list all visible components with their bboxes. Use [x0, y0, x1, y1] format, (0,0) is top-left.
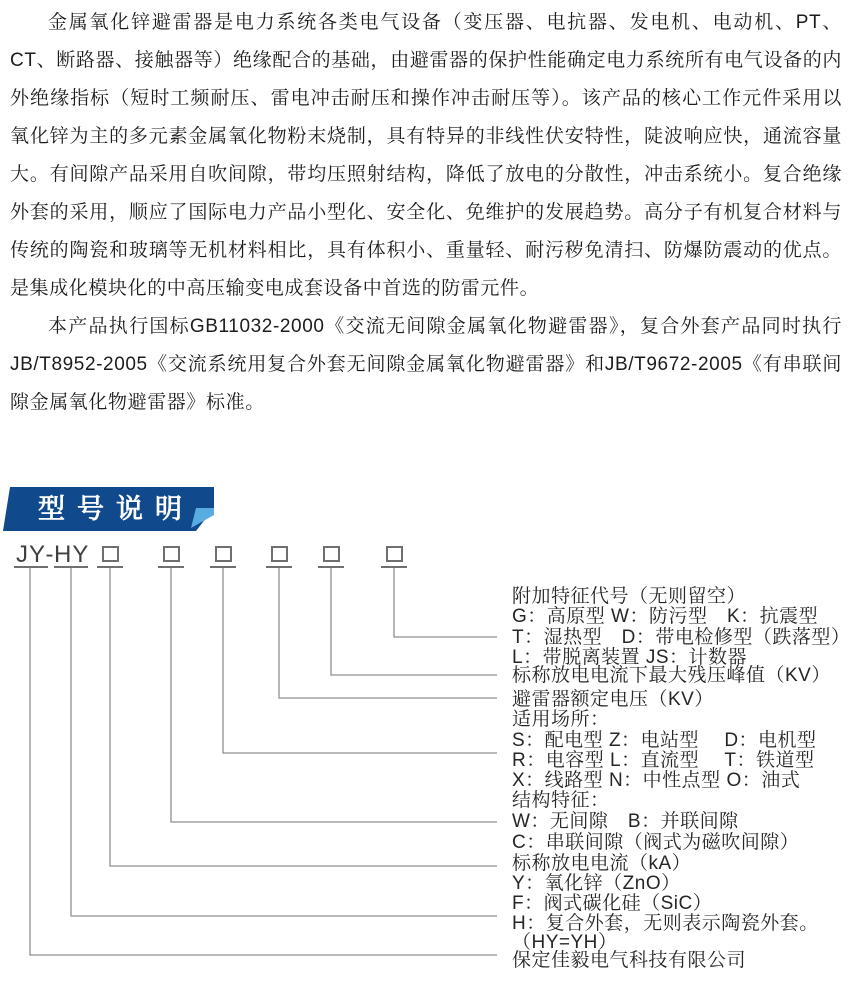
- legend-row: T：湿热型 D：带电检修型（跌落型）: [512, 627, 850, 648]
- legend-row: Y：氧化锌（ZnO）: [512, 873, 681, 894]
- legend-row: 保定佳毅电气科技有限公司: [512, 950, 747, 971]
- legend-row: 适用场所：: [512, 709, 610, 730]
- legend-row: W：无间隙 B：并联间隙: [512, 811, 739, 832]
- legend-row: C：串联间隙（阀式为磁吹间隙）: [512, 832, 800, 853]
- section-title: 型号说明: [38, 494, 194, 524]
- legend-row: （HY=YH）: [512, 932, 618, 953]
- legend-row: F：阀式碳化硅（SiC）: [512, 893, 713, 914]
- legend-row: H：复合外套，无则表示陶瓷外套。: [512, 913, 819, 934]
- connector-box1: [110, 568, 497, 866]
- legend-row: R：电容型 L：直流型 T：铁道型: [512, 750, 815, 771]
- legend-row: 结构特征：: [512, 790, 610, 811]
- model-dash: -: [45, 541, 55, 568]
- connector-box2: [171, 568, 497, 822]
- connector-box5: [331, 568, 497, 675]
- intro-paragraph-2: 本产品执行国标GB11032-2000《交流无间隙金属氧化物避雷器》，复合外套产品同时执行JB/T8952-2005《交流系统用复合外套无间隙金属氧化物避雷器》和JB/T9672-2005《有串联间隙金属氧化物避雷器》标准。: [10, 316, 842, 413]
- legend-row: G：高原型 W：防污型 K：抗震型: [512, 606, 819, 627]
- model-code: HY: [54, 541, 90, 568]
- model-prefix: JY: [15, 541, 46, 568]
- intro-text: [10, 4, 842, 422]
- legend-row: 标称放电电流下最大残压峰值（KV）: [512, 665, 831, 686]
- connector-jy: [30, 568, 497, 955]
- legend-row: S：配电型 Z：电站型 D：电机型: [512, 730, 817, 751]
- connector-box3: [223, 568, 497, 753]
- legend-row: 标称放电电流（kA）: [512, 853, 692, 874]
- connector-box4: [279, 568, 497, 698]
- legend-row: L：带脱离装置 JS：计数器: [512, 647, 748, 668]
- legend-row: 避雷器额定电压（KV）: [512, 689, 714, 710]
- connector-box6: [394, 568, 497, 637]
- intro-paragraph-1: 金属氧化锌避雷器是电力系统各类电气设备（变压器、电抗器、发电机、电动机、PT、CT、断路器、接触器等）绝缘配合的基础，由避雷器的保护性能确定电力系统所有电气设备的内外绝缘指标（短时工频耐压、雷电冲击耐压和操作冲击耐压等）。该产品的核心工作元件采用以氧化锌为主的多元素金属氧化物粉末烧制，具有特异的非线性伏安特性，陡波响应快，通流容量大。有间隙产品采用自吹间隙，带均压照射结构，降低了放电的分散性，冲击系统小。复合绝缘外套的采用，顺应了国际电力产品小型化、安全化、免维护的发展趋势。高分子有机复合材料与传统的陶瓷和玻璃等无机材料相比，具有体积小、重量轻、耐污秽免清扫、防爆防震动的优点。是集成化模块化的中高压输变电成套设备中首选的防雷元件。: [10, 12, 842, 299]
- legend-row: 附加特征代号（无则留空）: [512, 586, 747, 607]
- legend-row: X：线路型 N：中性点型 O：油式: [512, 770, 801, 791]
- connector-hy: [71, 568, 497, 916]
